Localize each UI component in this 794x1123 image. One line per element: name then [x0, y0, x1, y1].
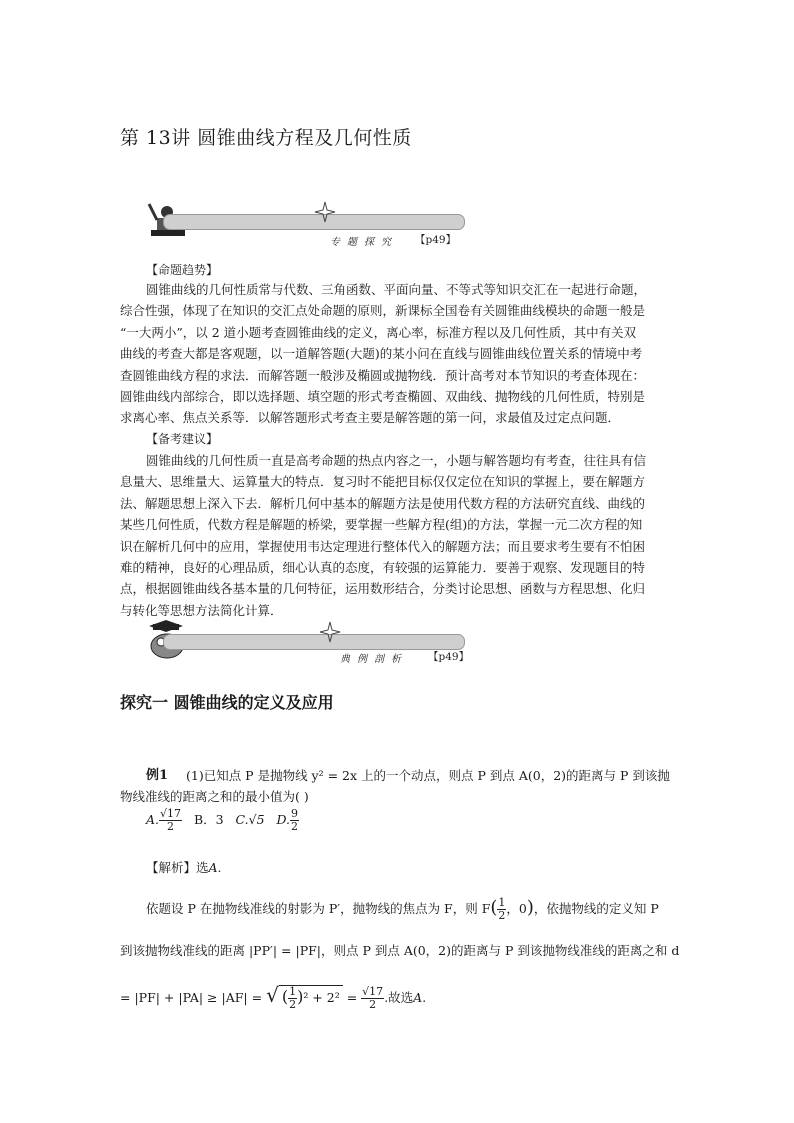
fraction-denominator: 2 [369, 998, 377, 1011]
solution-text: = |PF| + |PA| ≥ |AF| = [120, 990, 263, 1005]
solution-choice: A. [413, 990, 427, 1005]
fraction-denominator: 2 [291, 820, 299, 833]
advice-line: 与转化等思想方法简化计算． [120, 602, 283, 618]
advice-line: 识在解析几何中的应用，掌握使用韦达定理进行整体代入的解题方法；而且要求考生要有不怕困 [120, 538, 646, 554]
page-title: 第 13讲 圆锥曲线方程及几何性质 [120, 127, 412, 149]
page-ref: 【p49】 [415, 234, 457, 246]
trend-line: 曲线的考查大都是客观题，以一道解答题(大题)的某小问在直线与圆锥曲线位置关系的情境中考 [120, 346, 643, 362]
advice-line: 某些几何性质，代数方程是解题的桥梁，要掌握一些解方程(组)的方法，掌握一元二次方程的知 [120, 517, 643, 533]
example-text: 物线准线的距离之和的最小值为( ) [120, 789, 309, 804]
solution-line: 到该抛物线准线的距离 |PP′| = |PF|，则点 P 到点 A(0，2)的距离与 P 到该抛物线准线的距离之和 d [120, 943, 680, 958]
advice-line: 难的精神，良好的心理品质，细心认真的态度，有较强的运算能力．要善于观察、发现题目的特 [120, 560, 646, 576]
fraction-denominator: 2 [167, 820, 175, 833]
section-banner-examples [145, 620, 465, 656]
advice-line: 点，根据圆锥曲线各基本量的几何特征，运用数形结合，分类讨论思想、函数与方程思想、化归 [120, 581, 646, 597]
solution-text: 依题设 P 在抛物线准线的射影为 P′，抛物线的焦点为 F，则 F [146, 901, 491, 916]
solution-text: ，0 [506, 901, 527, 916]
fraction-numerator: √17 [160, 807, 182, 820]
fraction-denominator: 2 [289, 998, 297, 1011]
option-b: B．3 [193, 812, 224, 827]
solution-choice: A. [208, 860, 222, 875]
trend-line: 综合性强，体现了在知识的交汇点处命题的原则，新课标全国卷有关圆锥曲线模块的命题一般是 [120, 303, 646, 319]
fraction-numerator: 1 [498, 896, 506, 909]
trend-body [120, 279, 680, 429]
solution-line: 依题设 P 在抛物线准线的射影为 P′，抛物线的焦点为 F，则 F( $\frac{1}{2}$ ，0)，依抛物线的定义知 P [146, 896, 659, 922]
fraction-denominator: 2 [498, 909, 506, 922]
solution-text: ，依抛物线的定义知 P [533, 901, 659, 916]
solution-label: 【解析】选 [146, 860, 209, 875]
sparkle-icon [310, 200, 340, 224]
option-a: A. [146, 812, 160, 827]
banner-label: 专题探究 [330, 237, 398, 248]
solution-line: = |PF| + |PA| ≥ |AF| = √ ( $\frac{1}{2}$ )² + 2² = $\frac{√17}{2}$ .故选A. [120, 983, 427, 1011]
solution-text: .故选 [384, 990, 414, 1005]
advice-line: 法、解题思想上深入下去．解析几何中基本的解题方法是使用代数方程的方法研究直线、曲线的 [120, 495, 646, 511]
fraction-numerator: √17 [362, 985, 384, 998]
answer-options [146, 808, 299, 833]
trend-line: 圆锥曲线内部综合，即以选择题、填空题的形式考查椭圆、双曲线、抛物线的几何性质，特别是 [120, 389, 646, 405]
trend-line: 查圆锥曲线方程的求法．而解答题一般涉及椭圆或抛物线．预计高考对本节知识的考查体现在： [120, 367, 646, 383]
option-c: C.√5 [235, 812, 265, 827]
trend-heading: 【命题趋势】 [146, 263, 219, 277]
sparkle-icon [315, 620, 345, 644]
solution-text: ² + 2² [303, 990, 340, 1005]
example-label: 例1 [146, 768, 169, 783]
solution-text: = [346, 990, 358, 1005]
advice-line: 息量大、思维量大、运算量大的特点．复习时不能把目标仅仅定位在知识的掌握上，要在解题方 [120, 474, 646, 490]
section-heading: 探究一 圆锥曲线的定义及应用 [120, 693, 334, 712]
trend-line: 求离心率、焦点关系等．以解答题形式考查主要是解答题的第一问，求最值及过定点问题． [120, 410, 621, 426]
trend-line: 圆锥曲线的几何性质常与代数、三角函数、平面向量、不等式等知识交汇在一起进行命题， [146, 282, 647, 297]
fraction-numerator: 1 [289, 985, 297, 998]
banner-label: 典例剖析 [340, 654, 408, 665]
trend-line: “一大两小”，以 2 道小题考查圆锥曲线的定义，离心率，标准方程以及几何性质，其中有关双 [120, 324, 637, 340]
example-text: (1)已知点 P 是抛物线 y² = 2x 上的一个动点，则点 P 到点 A(0，2)的距离与 P 到该抛 [186, 768, 670, 783]
section-banner-topic [145, 200, 465, 236]
advice-line: 圆锥曲线的几何性质一直是高考命题的热点内容之一，小题与解答题均有考查，往往具有信 [146, 453, 647, 468]
advice-heading: 【备考建议】 [146, 432, 219, 446]
solution-heading [146, 858, 222, 876]
advice-body [120, 450, 680, 621]
page-ref: 【p49】 [428, 651, 470, 663]
option-d: D. [276, 812, 291, 827]
fraction-numerator: 9 [291, 807, 299, 820]
